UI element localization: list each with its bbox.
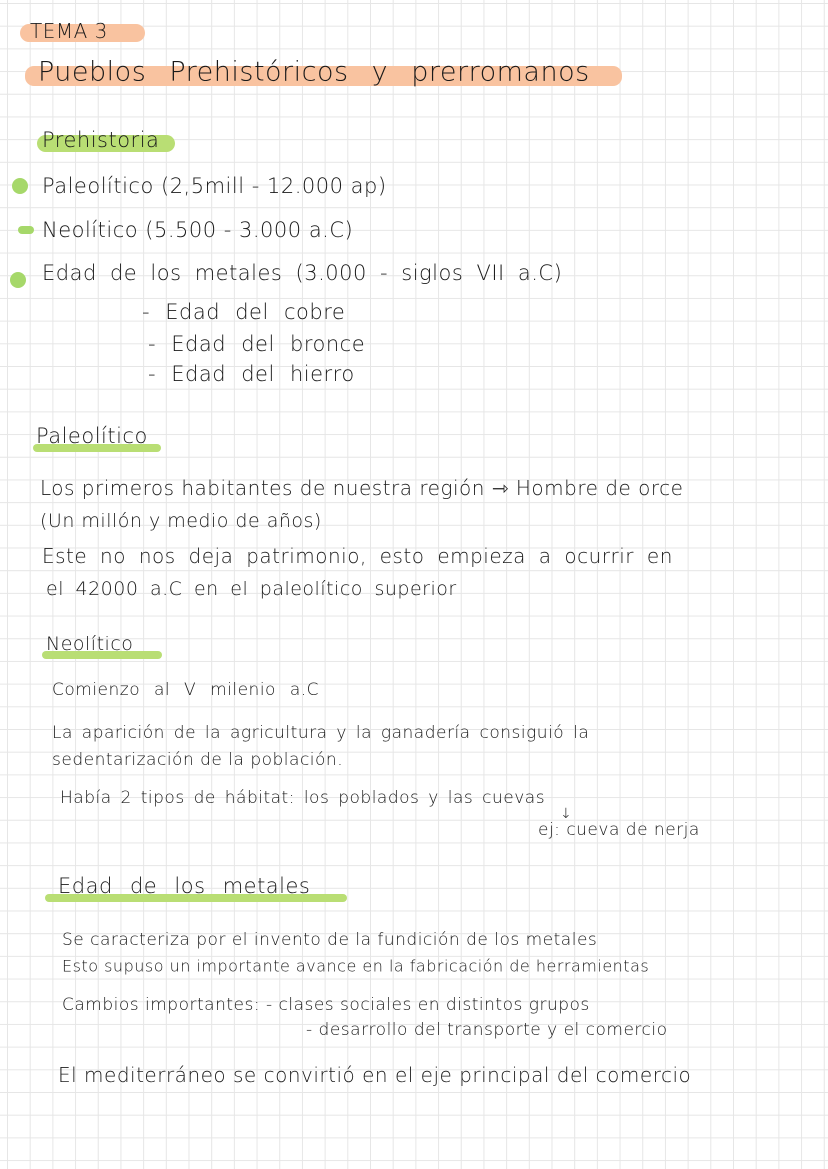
sub-item: - Edad del cobre	[142, 300, 346, 324]
bullet-dash-icon	[18, 226, 34, 234]
sub-item: - Edad del hierro	[148, 362, 355, 386]
tema-label: TEMA 3	[30, 19, 108, 43]
paragraph-line: Se caracteriza por el invento de la fundición de los metales	[62, 930, 598, 950]
list-item: Paleolítico (2,5mill - 12.000 ap)	[42, 174, 387, 198]
paragraph-line: El mediterráneo se convirtió en el eje principal del comercio	[58, 1063, 692, 1087]
paragraph-line: Comienzo al V milenio a.C	[52, 680, 320, 700]
sub-item: - Edad del bronce	[148, 332, 366, 356]
paragraph-line: Había 2 tipos de hábitat: los poblados y las cuevas	[60, 788, 546, 808]
paragraph-line: ej: cueva de nerja	[538, 820, 700, 840]
metales-heading: Edad de los metales	[58, 874, 311, 898]
list-item: Neolítico (5.500 - 3.000 a.C)	[42, 218, 354, 242]
paragraph-line: Este no nos deja patrimonio, esto empieza a ocurrir en	[42, 544, 673, 568]
bullet-dot-icon	[10, 272, 26, 288]
paragraph-line: (Un millón y medio de años)	[40, 510, 322, 532]
paleolitico-heading: Paleolítico	[36, 424, 148, 448]
paragraph-line: - desarrollo del transporte y el comercio	[306, 1020, 668, 1040]
paragraph-line: Los primeros habitantes de nuestra región ⇾ Hombre de orce	[40, 476, 684, 500]
paragraph-line: sedentarización de la población.	[52, 750, 344, 770]
paragraph-line: el 42000 a.C en el paleolítico superior	[46, 578, 457, 600]
paragraph-line: Cambios importantes: - clases sociales en distintos grupos	[62, 995, 590, 1015]
paragraph-line: Esto supuso un importante avance en la fabricación de herramientas	[62, 956, 650, 976]
prehistoria-heading: Prehistoria	[42, 128, 160, 152]
bullet-dot-icon	[12, 178, 28, 194]
list-item: Edad de los metales (3.000 - siglos VII a.C)	[42, 261, 563, 285]
arrow-down-icon: ↓	[560, 806, 573, 822]
neolitico-heading: Neolítico	[46, 633, 134, 655]
paragraph-line: La aparición de la agricultura y la ganadería consiguió la	[52, 723, 590, 743]
page-title: Pueblos Prehistóricos y prerromanos	[38, 56, 590, 88]
